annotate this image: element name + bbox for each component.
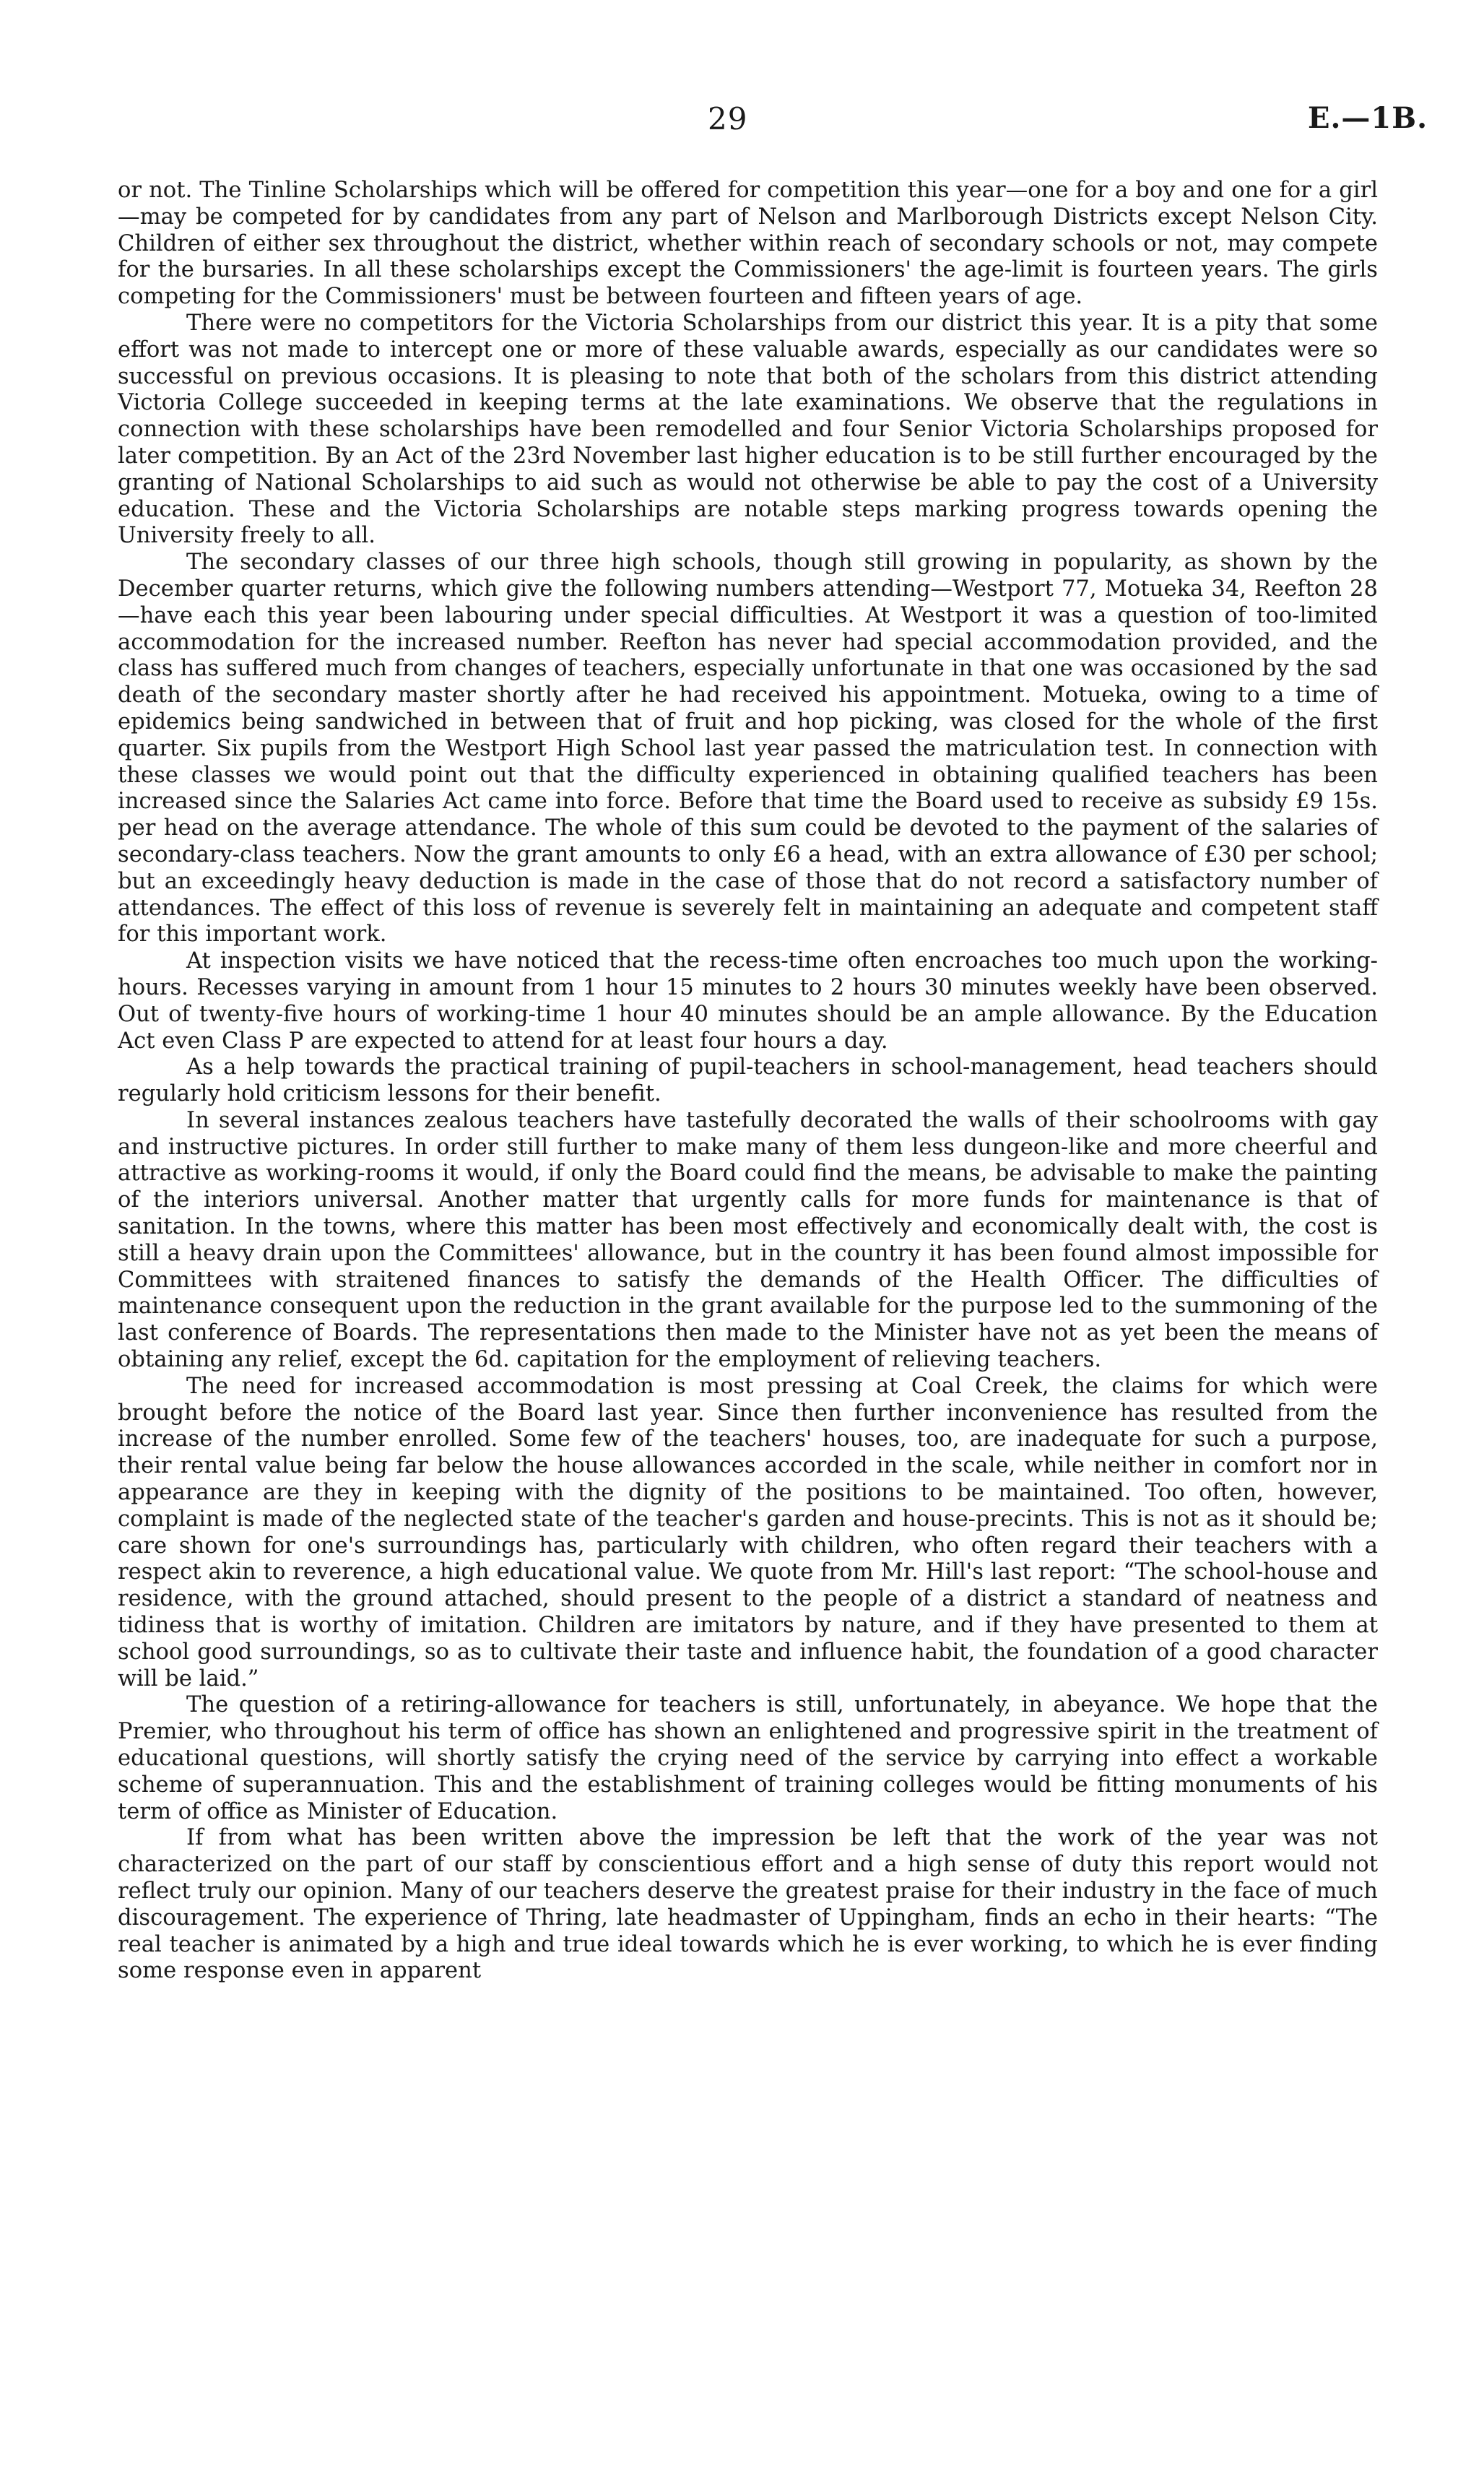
paragraph-scholarships-continued: or not. The Tinline Scholarships which will be offered for competition this year—one for a boy and one for a girl—may be competed for by candidates from any part of Nelson and Marlborough Districts except Nelson City. Children of either sex throughout the district, whether within reach of secondary schools or not, may compete for the bursaries. In all these scholarships except the Commissioners' the age-limit is fourteen years. The girls competing for the Commissioners' must be between fourteen and fifteen years of age. [118, 178, 1378, 310]
paragraph-secondary-classes: The secondary classes of our three high schools, though still growing in popularity, as shown by the December quarter returns, which give the following numbers attending—Westport 77, Motueka 34, Reefton 28—have each this year been labouring under special difficulties. At Westport it was a question of too-limited accommodation for the increased number. Reefton has never had special accommodation provided, and the class has suffered much from changes of teachers, especially unfortunate in that one was occasioned by the sad death of the secondary master shortly after he had received his appointment. Motueka, owing to a time of epidemics being sandwiched in between that of fruit and hop picking, was closed for the whole of the first quarter. Six pupils from the Westport High School last year passed the matriculation test. In connection with these classes we would point out that the difficulty experienced in obtaining qualified teachers has been increased since the Salaries Act came into force. Before that time the Board used to receive as subsidy £9 15s. per head on the average attendance. The whole of this sum could be devoted to the payment of the salaries of secondary-class teachers. Now the grant amounts to only £6 a head, with an extra allowance of £30 per school; but an exceedingly heavy deduction is made in the case of those that do not record a satisfactory number of attendances. The effect of this loss of revenue is severely felt in maintaining an adequate and competent staff for this important work. [118, 550, 1378, 948]
page-header [0, 101, 1484, 144]
paragraph-criticism-lessons: As a help towards the practical training of pupil-teachers in school-management, head teachers should regularly hold criticism lessons for their benefit. [118, 1054, 1378, 1107]
paragraph-victoria-scholarships: There were no competitors for the Victoria Scholarships from our district this year. It is a pity that some effort was not made to intercept one or more of these valuable awards, especially as our candidates were so successful on previous occasions. It is pleasing to note that both of the scholars from this district attending Victoria College succeeded in keeping terms at the late examinations. We observe that the regulations in connection with these scholarships have been remodelled and four Senior Victoria Scholarships proposed for later competition. By an Act of the 23rd November last higher education is to be still further encouraged by the granting of National Scholarships to aid such as would not otherwise be able to pay the cost of a University education. These and the Victoria Scholarships are notable steps marking progress towards opening the University freely to all. [118, 310, 1378, 549]
paragraph-recess-time: At inspection visits we have noticed that the recess-time often encroaches too much upon the working-hours. Recesses varying in amount from 1 hour 15 minutes to 2 hours 30 minutes weekly have been observed. Out of twenty-five hours of working-time 1 hour 40 minutes should be an ample allowance. By the Education Act even Class P are expected to attend for at least four hours a day. [118, 948, 1378, 1054]
paragraph-schoolroom-decoration: In several instances zealous teachers have tastefully decorated the walls of their schoolrooms with gay and instructive pictures. In order still further to make many of them less dungeon-like and more cheerful and attractive as working-rooms it would, if only the Board could find the means, be advisable to make the painting of the interiors universal. Another matter that urgently calls for more funds for maintenance is that of sanitation. In the towns, where this matter has been most effectively and economically dealt with, the cost is still a heavy drain upon the Committees' allowance, but in the country it has been found almost impossible for Committees with straitened finances to satisfy the demands of the Health Officer. The difficulties of maintenance consequent upon the reduction in the grant available for the purpose led to the summoning of the last conference of Boards. The representations then made to the Minister have not as yet been the means of obtaining any relief, except the 6d. capitation for the employment of relieving teachers. [118, 1107, 1378, 1373]
report-body [118, 178, 1378, 1985]
page-number: 29 [708, 101, 748, 137]
paragraph-accommodation: The need for increased accommodation is most pressing at Coal Creek, the claims for which were brought before the notice of the Board last year. Since then further inconvenience has resulted from the increase of the number enrolled. Some few of the teachers' houses, too, are inadequate for such a purpose, their rental value being far below the house allowances accorded in the scale, while neither in comfort nor in appearance are they in keeping with the dignity of the positions to be maintained. Too often, however, complaint is made of the neglected state of the teacher's garden and house-precints. This is not as it should be; care shown for one's surroundings has, particularly with children, who often regard their teachers with a respect akin to reverence, a high educational value. We quote from Mr. Hill's last report: “The school-house and residence, with the ground attached, should present to the people of a district a standard of neatness and tidiness that is worthy of imitation. Children are imitators by nature, and if they have presented to them at school good surroundings, so as to cultivate their taste and influence habit, the foundation of a good character will be laid.” [118, 1373, 1378, 1691]
document-reference: E.—1B. [1308, 101, 1428, 135]
paragraph-retiring-allowance: The question of a retiring-allowance for teachers is still, unfortunately, in abeyance. We hope that the Premier, who throughout his term of office has shown an enlightened and progressive spirit in the treatment of educational questions, will shortly satisfy the crying need of the service by carrying into effect a workable scheme of superannuation. This and the establishment of training colleges would be fitting monuments of his term of office as Minister of Education. [118, 1692, 1378, 1824]
paragraph-teachers-work: If from what has been written above the impression be left that the work of the year was not characterized on the part of our staff by conscientious effort and a high sense of duty this report would not reflect truly our opinion. Many of our teachers deserve the greatest praise for their industry in the face of much discouragement. The experience of Thring, late headmaster of Uppingham, finds an echo in their hearts: “The real teacher is animated by a high and true ideal towards which he is ever working, to which he is ever finding some response even in apparent [118, 1825, 1378, 1984]
